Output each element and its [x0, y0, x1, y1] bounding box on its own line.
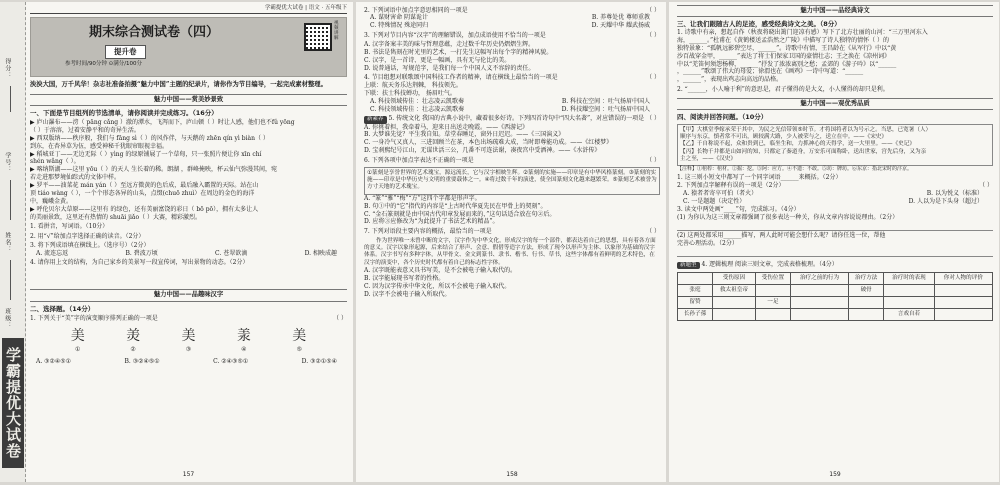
table-cell[interactable]: [713, 309, 756, 321]
option-b[interactable]: B. 碧波万顷: [125, 249, 158, 257]
text-line: ▶ 喀纳斯湖——这里 yōu（ ）的天人 生长着的稀。朗湖 ，群峰掩映，杯云仙气弥漫其间，宛: [30, 166, 278, 174]
table-cell[interactable]: [934, 285, 992, 297]
option-line[interactable]: D. 汉字不会被电子输入所取代。: [364, 290, 451, 298]
table-header: 你对人物的评价: [934, 273, 992, 285]
passage-line: 顺序与东京，慎者常不可出，顾较满大路，少人被荣与之，送立在中。——《宋史》: [680, 133, 887, 140]
text-line: 1. 诗歌中有亲，想起自作（秋夜将晓出篱门迎凉有感）写下了北方壮丽的山河：“三万里河东入: [677, 28, 928, 36]
question-line: 6. 下列各项中加点字表达不正确的一项是 （ ）: [364, 156, 660, 164]
sub-question: (2) 这两处都采用______描写，两人此时可能会想什么呢？请你任选一位，帮他: [677, 232, 886, 240]
option-line[interactable]: B. 汉字能展现书写者的性格。: [364, 275, 445, 283]
answer-line[interactable]: [677, 222, 993, 231]
option[interactable]: A. 猿者者寄卒可伯（者火）: [683, 190, 758, 198]
option-d[interactable]: D. ③②①⑤④: [301, 357, 337, 365]
answer-paren[interactable]: （ ）: [646, 6, 660, 14]
new-literacy-badge: 新素养: [364, 116, 387, 123]
option[interactable]: C. 科技领域传佳 ：壮志凌云凯歌奏: [370, 105, 465, 113]
table-cell: 救太祖皇帝: [713, 285, 756, 297]
option-line[interactable]: C. “金石篆刻就是由中国古代印章发展而来的，”这句话适合放在句②后。: [364, 210, 556, 218]
table-header: 治疗之前的行为: [790, 273, 848, 285]
table-cell[interactable]: [755, 285, 790, 297]
answer-line[interactable]: [677, 248, 993, 257]
table-cell[interactable]: [849, 297, 884, 309]
table-header: 治疗方法: [849, 273, 884, 285]
option-c[interactable]: C. 苍翠欲滴: [215, 249, 248, 257]
table-header: [678, 273, 713, 285]
option-line[interactable]: B. 书法是雋刻在时光里的艺术，一打先生这幅写出每个字的精神风貌。: [364, 49, 553, 57]
option-line[interactable]: B. 句①中的“它”指代的内容是“上古时代华夏先民在甲骨上的契刻”。: [364, 202, 547, 210]
student-id-field-label: 学号：: [3, 152, 11, 173]
option-line[interactable]: D. 宝刹熙纪号江山，无谋世活三公，几番不可连法谢，凑夜宫中受洒神。——《水浒传》: [364, 147, 601, 155]
idiom-options: [30, 250, 347, 258]
table-header: 受伤原因: [713, 273, 756, 285]
question-5: [364, 115, 660, 123]
option[interactable]: A. 科技领域传佳 ：壮志凌云凯歌奏: [370, 97, 465, 105]
question-item: 2. 用“√”给加点字选择正确的读音。（2分）: [30, 232, 145, 240]
option-line[interactable]: C. 因为汉字传承中华文化，所以不会被电子输入取代。: [364, 283, 511, 291]
page-158: [356, 2, 666, 482]
category-bar-characters: 魅力中国——品趣味汉字: [30, 289, 347, 301]
option-line[interactable]: D. 应将③应修改为“为此提升了书法艺术的精品”。: [364, 218, 499, 226]
passage-line: 【乙】千自称说不起，众和贵到已，临坐生和，力抓神心的天得学，送一大里里。——《史记》: [680, 141, 915, 148]
character-evolution-row: [50, 327, 327, 345]
table-row: [678, 297, 993, 309]
text-line: 若走进那梦境仙踪式的文体中样。: [30, 174, 121, 182]
passage-line: 【丙】长物千井都是山如河的知，只都定了秦道身，万安乐可面称卧，送出世家，宫先后身，又为亲: [680, 148, 927, 155]
text-line: 中以“羌笛何须怨杨柳，______”抒发了浓浓离别之愁；孟郊的《游子吟》以“______: [677, 60, 897, 68]
answer-paren[interactable]: （ ）: [646, 156, 660, 164]
table-header: 受伤位置: [755, 273, 790, 285]
answer-paren[interactable]: （ ）: [979, 182, 993, 190]
table-row: [678, 285, 993, 297]
category-bar-qualities: 魅力中国——观优秀品质: [677, 98, 993, 110]
name-line: [10, 260, 11, 300]
couplet-lower: 下联：扶士科技蝉功， 扬眉吐气。: [364, 90, 456, 98]
option[interactable]: C. 特殊情况 殊途同归: [370, 22, 429, 30]
text-line: 独特景象：“孤帆远影碧空尽，______”。诗歌中有情，王昌龄在《从军行》中以“黄: [677, 44, 897, 52]
question-item: 3. 将下列成语填在横线上。（选序号）（2分）: [30, 242, 150, 250]
question-stem: 4. 逻辑梳理 阅读三则文章，完成表格梳理。（4分）: [701, 261, 838, 269]
page-159: [669, 2, 999, 482]
ancient-character: 美: [292, 327, 307, 344]
sub-question: (1) 为你认为这三则文章都强调了很多表达一种关，你从文章内容说说理由。（2分）: [677, 214, 899, 221]
exam-tag: 提升卷: [105, 45, 146, 59]
table-row: [678, 309, 993, 321]
qr-code-icon[interactable]: [304, 23, 332, 51]
option-b[interactable]: B. ③②④⑤①: [124, 357, 160, 365]
exam-banner: [30, 17, 347, 77]
table-cell[interactable]: [790, 309, 848, 321]
question-2-1-options: [30, 358, 347, 366]
option-line[interactable]: C. 一身冷气又真人，三进回顾兰在茶，本色出场疏难大成，当时即尊能功成。——《红楼梦》: [364, 139, 613, 147]
passage-line: 【甲】大棋堂季嫁承荣于其中，为民之光信带领⑤时节。才将国将者以为号示之。当思，已宽暑（人）: [680, 126, 932, 133]
option-line[interactable]: A. “篆”“雅”“梅”“方”这四个字都是形声字。: [364, 194, 481, 202]
text-line: ▶ 呼伦贝尔大草原——这里有 的绿色，还有美丽富饶的彩日（ bō pō），拥有太多让人: [30, 205, 259, 213]
section-3-heading: 三、让我们跟随古人的足迹，感受经典诗文之美。（8分）: [677, 20, 841, 29]
table-cell[interactable]: [849, 309, 884, 321]
passage-line: 主之至，——《汉史》: [680, 156, 736, 162]
sub-question: 2. 下列加点字解释有误的一项是（2分） （ ）: [677, 182, 993, 190]
option[interactable]: D. 天耀中华 耀武扬威: [591, 22, 650, 30]
answer-paren[interactable]: （ ）: [646, 74, 660, 82]
option-a[interactable]: A. 流连忘返: [36, 249, 69, 257]
answer-paren[interactable]: （ ）: [333, 314, 347, 322]
table-cell[interactable]: [934, 309, 992, 321]
table-cell[interactable]: [790, 297, 848, 309]
option-line[interactable]: D. 说普通话，写规范字，是我们每一个中国人义不容辞的责任。: [364, 64, 535, 72]
page-number: 159: [829, 471, 841, 479]
option-line[interactable]: A. 汉字备案丰美的味与哲理意蕴，走过数千年历史仍熠熠生辉。: [364, 41, 535, 49]
score-field-label: 得分：: [3, 58, 11, 79]
text-line: ▶ 西双版纳——秩序般，我们与 fāng sì（ ）的风作伴，与天鹅的 zhēn qín yì biàn（ ）: [30, 134, 269, 142]
reading-passage: 作为世界唯一未曾中断的文字，汉字作为中华文化，形成汉字的每一个部件，都表达着自己的思想，具有着各方面的意义。汉字以象形起源，后来结合了形声、会意、假借等造字方法，形成了现今以形声为主体、以象形为基础的汉字体系。汉字书写有多种字体，从甲骨文、金文到篆书、隶书、楷书、行书、草书，这些字体都有着鲜明的艺术特色，在汉字的演变中，各个历史时代都有着自己的标志性字体。: [364, 237, 656, 266]
exam-title: 期末综合测试卷（四）: [89, 25, 220, 41]
option-c[interactable]: C. ②④③⑤①: [213, 357, 249, 365]
couplet-upper: 上联：航天务乐达荆棘， 科技领先。: [364, 82, 462, 90]
qr-caption: 视频讲解: [334, 21, 339, 42]
table-cell: 长孙子孫: [678, 309, 713, 321]
running-header: 学霸提优大试卷 | 语文 · 五年级下: [30, 5, 347, 14]
question-line: 7. 下列对语段主要内容的概括，最恰当的一项是 （ ）: [364, 227, 660, 235]
char-number: ③: [185, 345, 192, 353]
text-line: 到东，在杏异草为伍，感受神秘千犹眼帘眼视幸福。: [30, 142, 169, 150]
table-cell[interactable]: [713, 297, 756, 309]
text-line: 2. “______，小人喻于利”的意思是，君子懂得的是大义，小人懂得的却只是利。: [677, 85, 889, 93]
question-line: 3. 下列对节目内容“汉字”的理解错误，加点成语使用不恰当的一项是 （ ）: [364, 31, 660, 39]
option-row: [364, 106, 660, 114]
option[interactable]: C. 一是题题（决定性）: [683, 198, 746, 206]
page-157: [0, 2, 353, 482]
class-field-label: 班级：: [3, 308, 11, 329]
answer-paren[interactable]: （ ）: [646, 115, 660, 123]
passage-notes: 【注释】①棺椁：棺材。②掘：挖。③阿：应方。④不遗：不敢。⑤坊：牌坊。⑥东京：指北宋时的汴京。: [677, 166, 913, 173]
option-d[interactable]: D. 相映成趣: [304, 249, 337, 257]
quote-passage: ①篆刻是享誉世界的艺术瑰宝，源远流长，它与汉字相映生辉。②篆刻的实施——印章是有中华风格篆刻。③篆刻的实施——印章是中华历史与文明的重要载体之一。④将过数千年的演进，使全国篆刻文化越来越繁荣。⑤篆刻艺术被誉为方寸天地的艺术瑰宝。: [364, 167, 660, 195]
question-2-1: [30, 315, 347, 323]
table-cell: 破骨: [849, 285, 884, 297]
option-row: [677, 198, 993, 206]
ancient-character: 美: [70, 327, 85, 344]
category-bar-scenery: 魅力中国——赏美妙景致: [30, 94, 347, 106]
text-line: shén wǎng（ ）。: [30, 158, 80, 166]
exam-intro: 泱泱大国，万千风华！杂志社准备拍摄“魅力中国”主题的纪录片，请你作为节目编导，一起完成素材整理。: [30, 81, 327, 89]
ancient-character: 美: [181, 327, 196, 344]
section-2-heading: 二、选择题。（14分）: [30, 304, 95, 313]
option-row: [364, 98, 660, 106]
option[interactable]: B. 养尊处优 尊师重教: [591, 14, 650, 22]
text-line: ▶ 庐山瀑布——滂（ pāng cǎng ）澈的潭水，飞泻而下，庐山顿（ ）时让人感，他们也不fǔ yōng: [30, 118, 295, 126]
option-row: [364, 22, 660, 30]
series-logo: 学霸提优大试卷: [2, 338, 24, 468]
question-item: 4. 请你用上文的结构，为自己家乡的美景写一段宣传词，写出景物的动态。（2分）: [30, 259, 249, 267]
option[interactable]: A. 谋财害命 阴谋诡计: [370, 14, 429, 22]
char-number: ④: [241, 345, 247, 353]
text-line: 中，巍峨金黄。: [30, 197, 73, 205]
table-cell[interactable]: [934, 297, 992, 309]
table-cell[interactable]: [755, 309, 790, 321]
option-line[interactable]: A. 你挑着担，我牵着马，迎来日出送走晚霞。——《西游记》: [364, 123, 529, 131]
option-line[interactable]: C. 汉字，是一首诗、更是一幅画，具有无与伦比的美。: [364, 56, 511, 64]
char-number: ①: [75, 345, 81, 353]
binding-strip: [0, 2, 26, 482]
option-row: [677, 190, 993, 198]
question-stem: 5. 传统文化 我国的古典小说中，藏着很多好诗。下列四首诗句中“四大名著”，对应错误的一项是: [388, 115, 645, 123]
question-line: 2. 下列词语中加点字意思相同的一项是 （ ）: [364, 6, 660, 14]
text-line: 海，______。”杜甫在《黄鹤楼送孟浩然之广陵》中描写了诗人独特的情怀（ ）的: [677, 36, 889, 44]
question-line: 4. 节目组想对联歌颂中国科技工作者的精神，请在横线上最恰当的一项是 （ ）: [364, 74, 660, 82]
text-line: （ ）于溶溶，过着安静平和的奇异生活。: [30, 126, 140, 134]
section-1-heading: 一、下面是节目组列的节选清单，请你阅读并完成练习。（16分）: [30, 108, 218, 117]
character-numbers: [50, 346, 327, 354]
text-line: ，______”歌颂了伟大的母爱；徐渭也在《画鸡》一诗中写道：“______: [677, 68, 864, 76]
table-cell[interactable]: [884, 297, 935, 309]
text-line: 的美丽景致，这里还有热情的 shuāi jiǎo（ ）大赛，精彩激烈。: [30, 213, 201, 221]
id-line: [10, 180, 11, 220]
page-number: 157: [182, 471, 195, 479]
char-number: ⑤: [296, 345, 302, 353]
sub-question: 1. 这三则小短文中都写了一个同字词语______来概括。（2分）: [677, 174, 842, 182]
answer-paren[interactable]: （ ）: [646, 227, 660, 235]
new-type-badge: 新题型: [677, 262, 700, 269]
table-cell[interactable]: [790, 285, 848, 297]
table-cell: 一足: [755, 297, 790, 309]
ancient-character: 羙: [126, 327, 141, 344]
answer-paren[interactable]: （ ）: [646, 31, 660, 39]
option-line[interactable]: A. 汉字既能表意又具书写美，是不会被电子输入取代的。: [364, 267, 517, 275]
score-line: [10, 86, 11, 112]
option[interactable]: D. 人以为是下头身（超过）: [908, 198, 983, 206]
ancient-character: 羕: [236, 327, 251, 344]
table-cell: 留赞: [678, 297, 713, 309]
text-line: 顶 tiáo wàng（ ），一个个形态各异的山头，点缀(chuō zhuì）在周边的金色的海洋: [30, 190, 255, 198]
question-4: [677, 261, 993, 269]
name-field-label: 姓名：: [3, 232, 11, 253]
section-1-lines: [30, 119, 347, 222]
option-line[interactable]: B. 大梦谁先觉？平生我自知。草堂春睡足，窗外日迟迟。——《三国演义》: [364, 131, 565, 139]
sub-question: 完善心理活动。（2分）: [677, 240, 738, 248]
summary-table: [677, 272, 993, 321]
classical-passage: [677, 124, 993, 167]
option[interactable]: D. 科技耀空间 ：吐气扬眉中国人: [561, 105, 650, 113]
table-cell: 言戏自若: [884, 309, 935, 321]
question-item: 1. 看拼音，写词语。（10分）: [30, 223, 109, 231]
table-header: 治疗时的表现: [884, 273, 935, 285]
text-line: ，______”，表现出鸡志向高远的品格。: [677, 76, 783, 84]
table-header-row: [678, 273, 993, 285]
page-number: 158: [506, 471, 518, 479]
category-bar-poetry: 魅力中国——品经典诗文: [677, 5, 993, 17]
text-line: 沙百战穿金甲，______”表达了将士们保家卫国的豪情壮志；王之涣在《凉州词》: [677, 52, 891, 60]
sub-question: 3. 读文中两处画“____”句，完成练习。（4分）: [677, 206, 800, 214]
question-stem: 1. 下列关于“美”字的演变顺序排列正确的一项是: [30, 314, 158, 322]
option[interactable]: B. 科技在空间 ：吐气扬眉中国人: [561, 97, 650, 105]
option-a[interactable]: A. ③②④⑤①: [36, 357, 72, 365]
exam-meta: 参考时间/90分钟 ⊙满分/100分: [65, 61, 143, 68]
table-cell[interactable]: [884, 285, 935, 297]
text-line: ▶ 罗平——油菜花 mán yán（ ）至远方微黄的色后成，最后融入霸置的天际。站在山: [30, 182, 259, 190]
char-number: ②: [130, 345, 136, 353]
text-line: ▶ 稻城亚丁——无边无际（ ）yìng 的绿原铺展了一个草甸，只一张照片便让你 xīn chí: [30, 150, 262, 158]
table-cell: 张庭: [678, 285, 713, 297]
option[interactable]: B. 以为悦义（标准）: [926, 190, 983, 198]
section-4-heading: 四、阅读并回答问题。（10分）: [677, 112, 768, 121]
